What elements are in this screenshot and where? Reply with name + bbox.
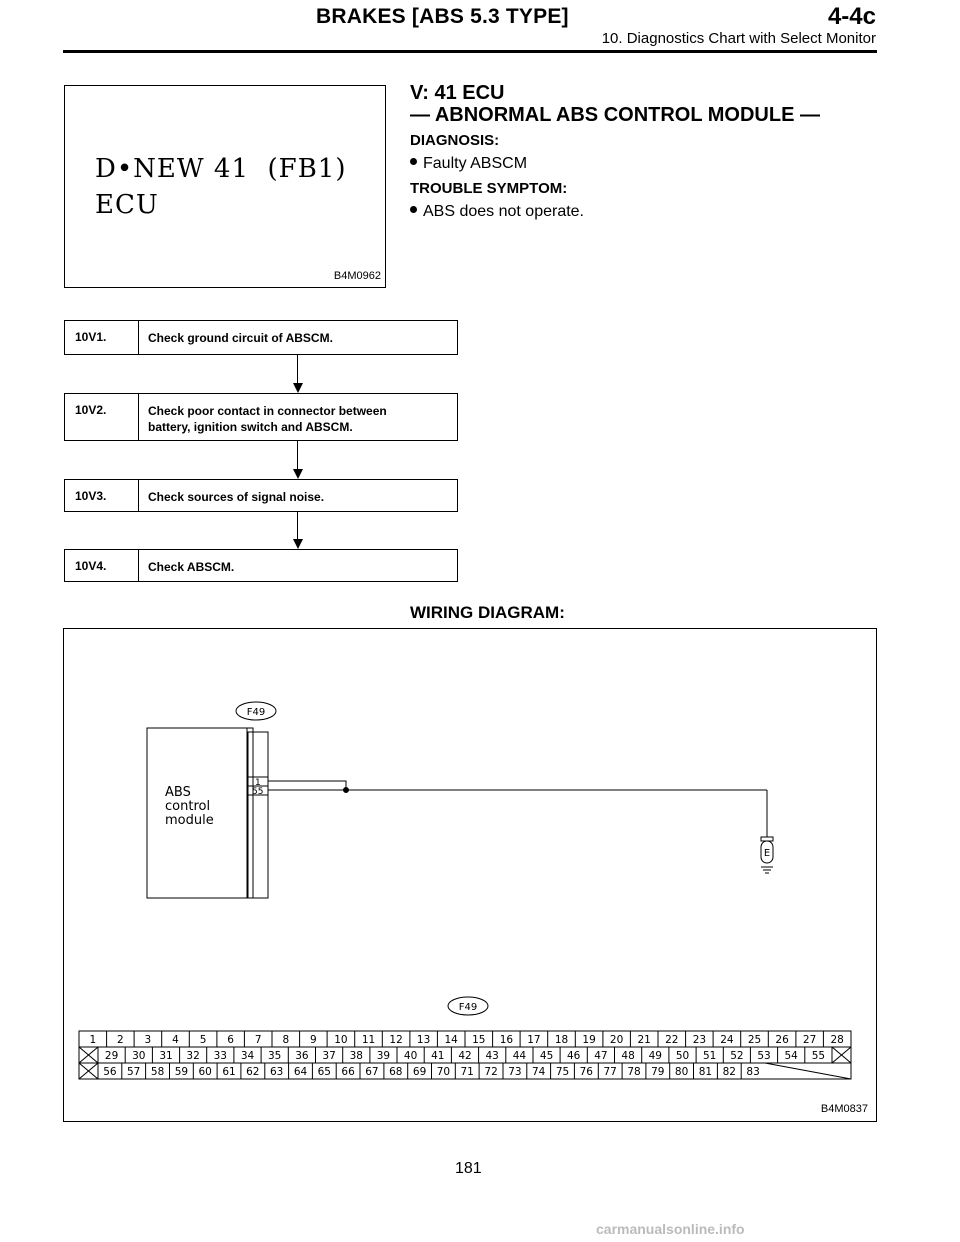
- pin-number: 1: [89, 1034, 97, 1046]
- header-rule: [63, 50, 877, 53]
- pin-number: 65: [317, 1066, 331, 1078]
- pin-number: 52: [730, 1050, 744, 1062]
- pin-number: 83: [746, 1066, 760, 1078]
- pin-number: 12: [389, 1034, 403, 1046]
- module-label-3: module: [165, 813, 214, 828]
- pin-number: 31: [159, 1050, 173, 1062]
- pin-number: 6: [227, 1034, 234, 1046]
- flow-arrow: [297, 441, 298, 471]
- pin-number: 34: [240, 1050, 255, 1062]
- pin-number: 9: [310, 1034, 317, 1046]
- pin-number: 67: [365, 1066, 379, 1078]
- pin-number: 20: [609, 1034, 624, 1046]
- pin-number: 30: [132, 1050, 146, 1062]
- step-text: Check ABSCM.: [148, 560, 235, 574]
- ground-label: E: [763, 848, 771, 859]
- module-label-1: ABS: [165, 785, 191, 800]
- flow-step-2: [64, 393, 458, 441]
- screen-line-2: ECU: [95, 190, 159, 220]
- pin-number: 74: [532, 1066, 546, 1078]
- pin-number: 64: [293, 1066, 308, 1078]
- pin-number: 14: [444, 1034, 458, 1046]
- page-number: 181: [455, 1160, 482, 1177]
- flow-step-1: [64, 320, 458, 355]
- pin-number: 48: [621, 1050, 635, 1062]
- pin-number: 10: [334, 1034, 348, 1046]
- arrow-down-icon: [293, 383, 303, 393]
- pin-number: 37: [322, 1050, 336, 1062]
- pin-number: 70: [436, 1066, 451, 1078]
- pin-number: 19: [582, 1034, 596, 1046]
- pin-number: 66: [341, 1066, 355, 1078]
- step-text: Check sources of signal noise.: [148, 490, 325, 504]
- pin-number: 72: [484, 1066, 498, 1078]
- connector-label-bottom: F49: [458, 1002, 478, 1013]
- pin-number: 60: [198, 1066, 212, 1078]
- bullet-icon: [410, 206, 417, 213]
- pin-number: 78: [627, 1066, 641, 1078]
- step-text: Check ground circuit of ABSCM.: [148, 331, 333, 345]
- bullet-icon: [410, 158, 417, 165]
- section-title-line-1: V: 41 ECU: [410, 82, 505, 104]
- screen-line-1: D•NEW 41 (FB1): [95, 154, 347, 184]
- pin-number: 77: [603, 1066, 617, 1078]
- pin-number: 76: [579, 1066, 593, 1078]
- pin-number: 42: [458, 1050, 472, 1062]
- pin-number: 73: [508, 1066, 522, 1078]
- wiring-diagram-svg: [64, 629, 876, 1121]
- pin-number: 11: [361, 1034, 376, 1046]
- pin-number: 32: [186, 1050, 200, 1062]
- pin-number: 21: [637, 1034, 651, 1046]
- pin-number: 8: [282, 1034, 290, 1046]
- pin-number: 47: [594, 1050, 608, 1062]
- header-title: BRAKES [ABS 5.3 TYPE]: [316, 5, 569, 28]
- pin-number: 49: [648, 1050, 662, 1062]
- pin-number: 44: [512, 1050, 527, 1062]
- pin-number: 79: [651, 1066, 665, 1078]
- figure-code: B4M0962: [333, 270, 381, 282]
- pin-label-1: 1: [255, 778, 261, 788]
- pin-number: 59: [174, 1066, 189, 1078]
- pin-number: 27: [802, 1034, 817, 1046]
- pin-number: 62: [246, 1066, 260, 1078]
- pin-number: 50: [675, 1050, 690, 1062]
- splice-point: [344, 788, 349, 793]
- pin-number: 43: [485, 1050, 499, 1062]
- diagnosis-label: DIAGNOSIS:: [410, 132, 500, 149]
- pin-number: 38: [349, 1050, 363, 1062]
- step-number: 10V4.: [75, 559, 107, 573]
- wiring-diagram-label: WIRING DIAGRAM:: [410, 603, 565, 622]
- step-number: 10V2.: [75, 403, 107, 417]
- pin-number: 80: [674, 1066, 689, 1078]
- pin-number: 53: [757, 1050, 771, 1062]
- pin-number: 7: [254, 1034, 262, 1046]
- pin-number: 40: [403, 1050, 418, 1062]
- pin-number: 29: [104, 1050, 119, 1062]
- pin-number: 61: [222, 1066, 236, 1078]
- pin-number: 33: [213, 1050, 227, 1062]
- pin-number: 57: [127, 1066, 141, 1078]
- pin-number: 28: [830, 1034, 844, 1046]
- pin-number: 69: [412, 1066, 427, 1078]
- pin-number: 68: [389, 1066, 403, 1078]
- pin-number: 58: [150, 1066, 165, 1078]
- pin-number: 35: [268, 1050, 282, 1062]
- module-label-2: control: [165, 799, 211, 814]
- header-subtitle: 10. Diagnostics Chart with Select Monitor: [601, 30, 876, 47]
- section-title-line-2: — ABNORMAL ABS CONTROL MODULE —: [410, 104, 820, 126]
- symptom-item: [410, 203, 584, 221]
- flow-step-4: [64, 549, 458, 582]
- pin-number: 26: [775, 1034, 789, 1046]
- pin-number: 41: [431, 1050, 445, 1062]
- connector-block: [248, 732, 268, 898]
- pin-number: 3: [144, 1034, 152, 1046]
- pin-number: 56: [103, 1066, 117, 1078]
- pin-number: 55: [811, 1050, 826, 1062]
- pin-number: 81: [698, 1066, 713, 1078]
- diagnosis-text: Faulty ABSCM: [423, 155, 528, 172]
- pin-number: 4: [172, 1034, 179, 1046]
- pin-number: 13: [416, 1034, 431, 1046]
- pin-number: 36: [295, 1050, 309, 1062]
- pin-number: 18: [554, 1034, 569, 1046]
- flow-arrow: [297, 355, 298, 385]
- step-text: Check poor contact in connector between battery, ignition switch and ABSCM.: [148, 404, 387, 434]
- select-monitor-screen-figure: [64, 85, 386, 288]
- watermark: carmanualsonline.info: [596, 1221, 745, 1237]
- pin-number: 23: [692, 1034, 707, 1046]
- pin-number: 54: [784, 1050, 798, 1062]
- wire-pin-1: [268, 781, 346, 789]
- arrow-down-icon: [293, 539, 303, 549]
- figure-code: B4M0837: [820, 1103, 868, 1115]
- symptom-label: TROUBLE SYMPTOM:: [410, 180, 568, 197]
- flow-arrow: [297, 512, 298, 541]
- step-number: 10V1.: [75, 330, 107, 344]
- flow-step-3: [64, 479, 458, 512]
- wiring-diagram: [63, 628, 877, 1122]
- pin-number: 16: [499, 1034, 514, 1046]
- pin-number: 2: [117, 1034, 124, 1046]
- pin-number: 25: [747, 1034, 762, 1046]
- pin-number: 15: [472, 1034, 486, 1046]
- pin-number: 46: [567, 1050, 581, 1062]
- pin-number: 24: [720, 1034, 734, 1046]
- pin-number: 63: [270, 1066, 284, 1078]
- pin-number: 17: [527, 1034, 541, 1046]
- pin-number: 51: [703, 1050, 717, 1062]
- pin-number: 82: [722, 1066, 736, 1078]
- pin-number: 75: [555, 1066, 570, 1078]
- pin-number: 22: [665, 1034, 679, 1046]
- section-code: 4-4c: [827, 3, 876, 30]
- section-title: [410, 82, 820, 126]
- connector-label-top: F49: [246, 707, 266, 718]
- symptom-text: ABS does not operate.: [423, 203, 584, 220]
- diagnosis-item: [410, 155, 527, 173]
- pin-label-55: 55: [252, 787, 264, 797]
- step-number: 10V3.: [75, 489, 107, 503]
- pin-number: 39: [376, 1050, 391, 1062]
- pin-number: 5: [199, 1034, 207, 1046]
- pin-number: 71: [460, 1066, 474, 1078]
- arrow-down-icon: [293, 469, 303, 479]
- pin-number: 45: [539, 1050, 554, 1062]
